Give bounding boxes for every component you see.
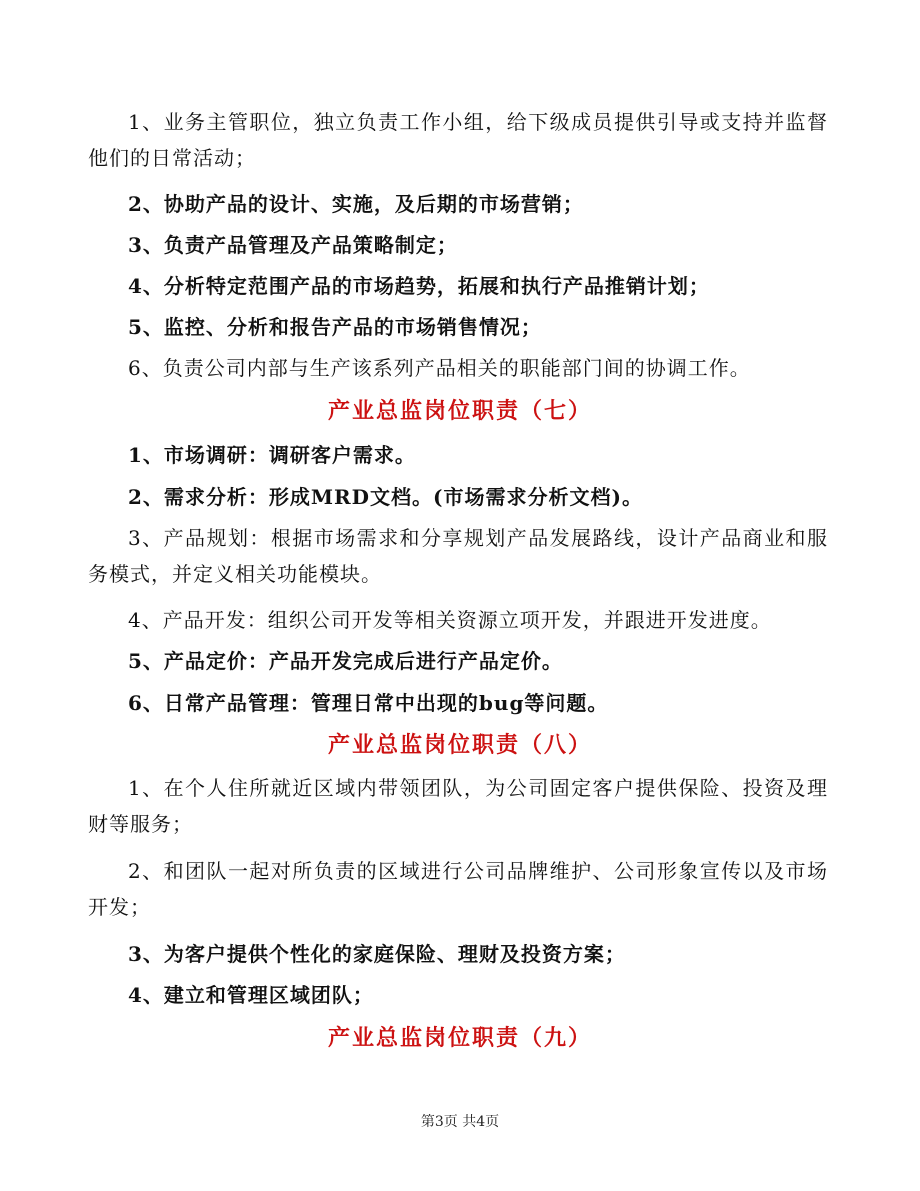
section-title-8: 产业总监岗位职责（八） [327, 732, 592, 758]
list-item: 4、建立和管理区域团队； [128, 983, 374, 1007]
page-number: 第3页 共4页 [420, 1114, 500, 1130]
list-item: 2、和团队一起对所负责的区域进行公司品牌维护、公司形象宣传以及市场开发； [88, 859, 828, 919]
list-item: 1、在个人住所就近区域内带领团队，为公司固定客户提供保险、投资及理财等服务； [88, 776, 828, 836]
section-title-7: 产业总监岗位职责（七） [327, 398, 592, 424]
list-item: 1、市场调研：调研客户需求。 [128, 443, 416, 467]
list-item: 3、负责产品管理及产品策略制定； [128, 233, 458, 257]
list-item: 6、负责公司内部与生产该系列产品相关的职能部门间的协调工作。 [128, 356, 751, 380]
list-item: 3、产品规划：根据市场需求和分享规划产品发展路线，设计产品商业和服务模式，并定义相关功能模块。 [88, 526, 828, 586]
list-item: 1、业务主管职位，独立负责工作小组，给下级成员提供引导或支持并监督他们的日常活动； [88, 110, 828, 170]
list-item: 2、需求分析：形成MRD文档。(市场需求分析文档)。 [128, 485, 643, 509]
list-item: 4、分析特定范围产品的市场趋势，拓展和执行产品推销计划； [128, 274, 710, 298]
list-item: 5、监控、分析和报告产品的市场销售情况； [128, 315, 542, 339]
list-item: 4、产品开发：组织公司开发等相关资源立项开发，并跟进开发进度。 [128, 608, 772, 632]
list-item: 2、协助产品的设计、实施，及后期的市场营销； [128, 192, 584, 216]
list-item: 5、产品定价：产品开发完成后进行产品定价。 [128, 649, 563, 673]
list-item: 3、为客户提供个性化的家庭保险、理财及投资方案； [128, 942, 626, 966]
list-item: 6、日常产品管理：管理日常中出现的bug等问题。 [128, 691, 609, 715]
section-title-9: 产业总监岗位职责（九） [327, 1025, 592, 1051]
